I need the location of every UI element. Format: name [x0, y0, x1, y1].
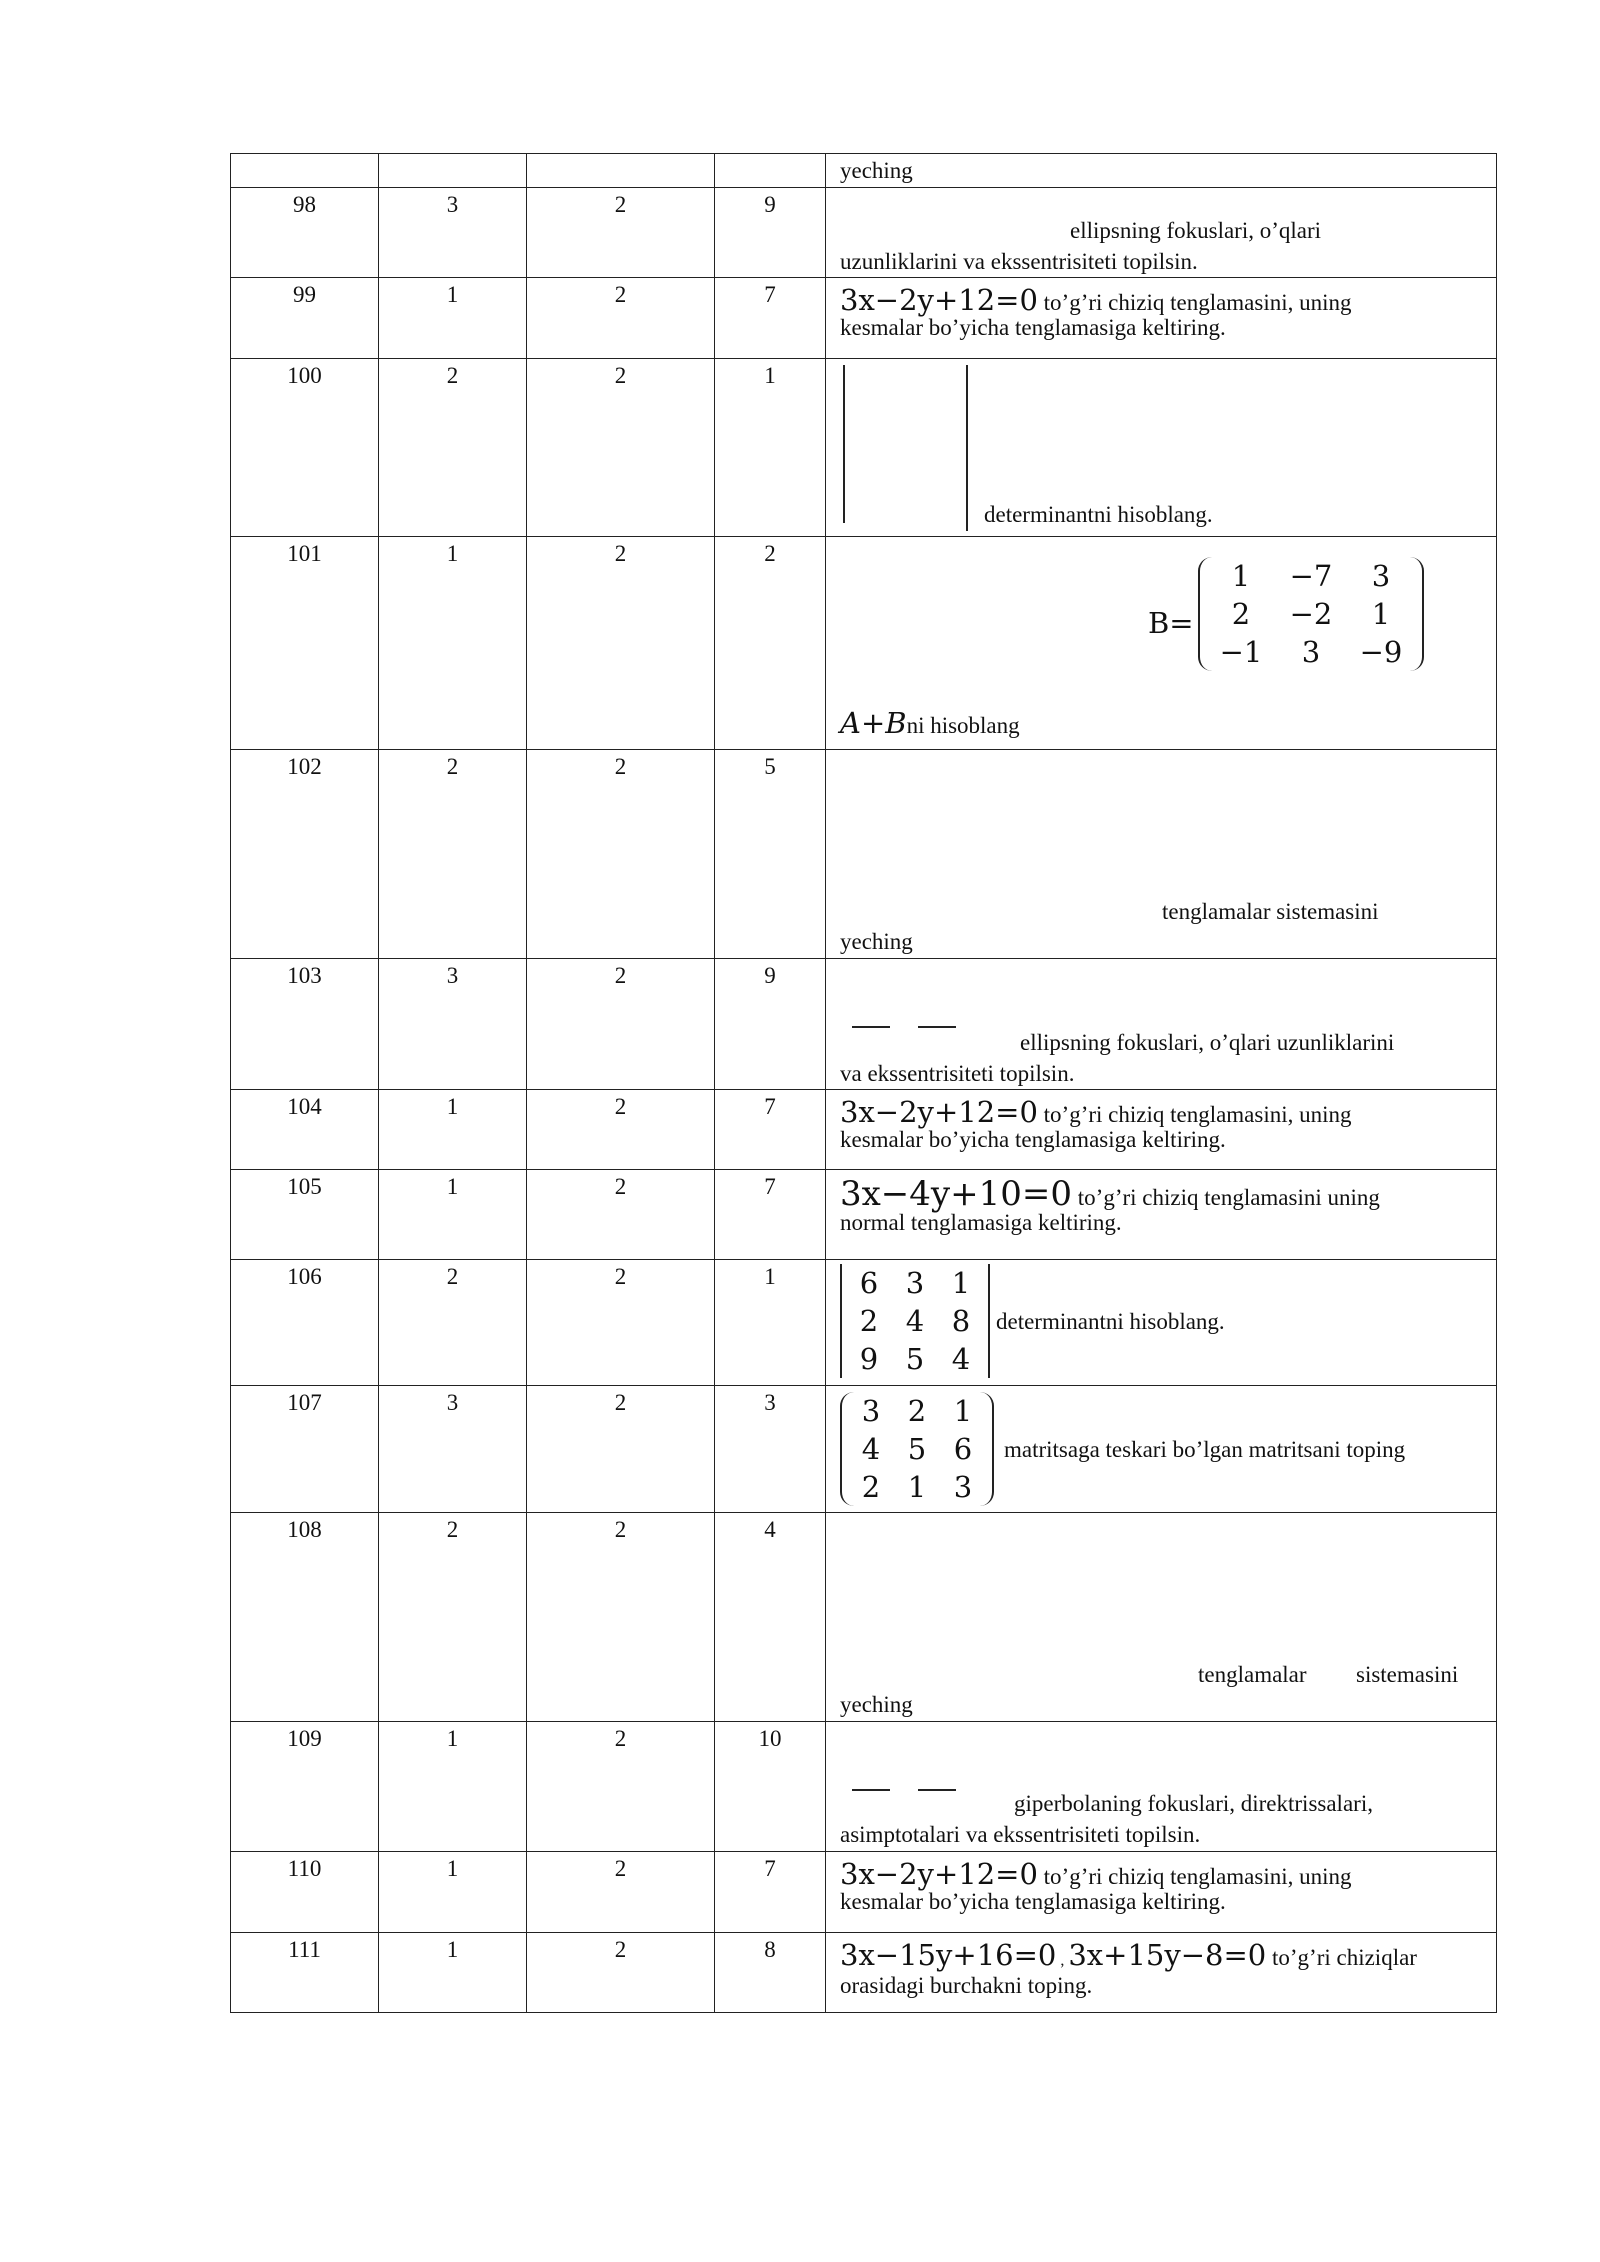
- equation: 3x−15y+16=0: [840, 1938, 1057, 1972]
- cell-c: 5: [715, 750, 826, 959]
- cell-a: 2: [379, 359, 527, 537]
- cell-b: 2: [527, 537, 715, 750]
- task-text: uzunliklarini va ekssentrisiteti topilsin.: [840, 249, 1198, 274]
- task-text: determinantni hisoblang.: [996, 1308, 1225, 1334]
- cell-c: 1: [715, 359, 826, 537]
- matrix-label: B=: [1148, 606, 1194, 640]
- cell-a: 1: [379, 1090, 527, 1170]
- cell-b: 2: [527, 1852, 715, 1933]
- matrix-cell: 6: [953, 1432, 973, 1466]
- cell-number: 110: [231, 1852, 379, 1933]
- cell-b: [527, 154, 715, 188]
- cell-a: 2: [379, 1260, 527, 1386]
- cell-b: 2: [527, 1933, 715, 2013]
- matrix-cell: 2: [907, 1394, 927, 1428]
- cell-c: 1: [715, 1260, 826, 1386]
- cell-c: [715, 154, 826, 188]
- matrix-row: [1206, 633, 1416, 671]
- matrix-cell: 5: [907, 1432, 927, 1466]
- cell-b: 2: [527, 278, 715, 359]
- cell-a: [379, 154, 527, 188]
- matrix-b: [1198, 557, 1424, 671]
- equation: A+B: [840, 706, 907, 740]
- cell-number: 100: [231, 359, 379, 537]
- task-text: to’g’ri chiziq tenglamasini, uning: [1037, 1102, 1352, 1127]
- task-text: ellipsning fokuslari, o’qlari uzunliklarini: [1020, 1030, 1395, 1055]
- cell-number: 99: [231, 278, 379, 359]
- matrix-cell: 1: [907, 1470, 927, 1504]
- cell-a: 3: [379, 188, 527, 278]
- matrix-cell: 4: [905, 1304, 925, 1338]
- cell-number: 107: [231, 1386, 379, 1513]
- cell-c: 8: [715, 1933, 826, 2013]
- equation: 3x−2y+12=0: [840, 283, 1038, 317]
- task-text: to’g’ri chiziqlar: [1266, 1945, 1417, 1970]
- task-text: ellipsning fokuslari, o’qlari: [1070, 218, 1322, 243]
- matrix-row: [848, 1392, 986, 1430]
- cell-task: [826, 188, 1497, 278]
- task-text: to’g’ri chiziq tenglamasini, uning: [1037, 1864, 1352, 1889]
- matrix-cell: 1: [951, 1266, 971, 1300]
- determinant-bar-left: [843, 365, 845, 523]
- equation: 3x−4y+10=0: [840, 1174, 1073, 1214]
- table-row: [231, 959, 1497, 1090]
- table-row: [231, 750, 1497, 959]
- matrix-cell: 2: [861, 1470, 881, 1504]
- task-text: orasidagi burchakni toping.: [840, 1973, 1093, 1998]
- cell-b: 2: [527, 1170, 715, 1260]
- cell-a: 1: [379, 537, 527, 750]
- matrix-cell: 3: [953, 1470, 973, 1504]
- cell-task: [826, 537, 1497, 750]
- cell-c: 2: [715, 537, 826, 750]
- determinant-bar-right: [966, 365, 968, 531]
- cell-c: 7: [715, 1170, 826, 1260]
- cell-a: 1: [379, 1170, 527, 1260]
- matrix-cell: 2: [1231, 597, 1251, 631]
- matrix-row: [846, 1340, 984, 1378]
- cell-c: 9: [715, 188, 826, 278]
- cell-number: 109: [231, 1722, 379, 1852]
- cell-b: 2: [527, 188, 715, 278]
- task-text: tenglamalar: [1198, 1662, 1307, 1687]
- cell-number: [231, 154, 379, 188]
- task-table: [230, 153, 1497, 2013]
- cell-a: 2: [379, 750, 527, 959]
- table-row: [231, 154, 1497, 188]
- matrix-cell: 3: [1301, 635, 1321, 669]
- matrix-cell: 9: [859, 1342, 879, 1376]
- table-row: [231, 359, 1497, 537]
- matrix-row: [848, 1468, 986, 1506]
- matrix-cell: −9: [1359, 635, 1403, 669]
- cell-c: 9: [715, 959, 826, 1090]
- matrix-cell: 3: [861, 1394, 881, 1428]
- cell-a: 1: [379, 1722, 527, 1852]
- cell-number: 103: [231, 959, 379, 1090]
- matrix-cell: 6: [859, 1266, 879, 1300]
- task-text: yeching: [840, 929, 913, 954]
- equation: 3x−2y+12=0: [840, 1857, 1038, 1891]
- determinant: [840, 1264, 990, 1378]
- fraction-bar: [852, 1789, 890, 1791]
- matrix-cell: −2: [1289, 597, 1333, 631]
- cell-task: [826, 1933, 1497, 2013]
- cell-number: 106: [231, 1260, 379, 1386]
- equation: 3x+15y−8=0: [1068, 1938, 1267, 1972]
- fraction-bar: [918, 1789, 956, 1791]
- cell-task: [826, 278, 1497, 359]
- equation: 3x−2y+12=0: [840, 1095, 1038, 1129]
- task-text: sistemasini: [1356, 1662, 1459, 1687]
- cell-a: 1: [379, 1933, 527, 2013]
- task-text: kesmalar bo’yicha tenglamasiga keltiring.: [840, 1889, 1226, 1914]
- task-text: giperbolaning fokuslari, direktrissalari,: [1014, 1791, 1373, 1816]
- cell-a: 2: [379, 1513, 527, 1722]
- task-text: ni hisoblang: [906, 713, 1020, 738]
- cell-number: 108: [231, 1513, 379, 1722]
- task-text: kesmalar bo’yicha tenglamasiga keltiring.: [840, 1127, 1226, 1152]
- cell-c: 7: [715, 278, 826, 359]
- table-row: [231, 1090, 1497, 1170]
- matrix-row: [846, 1264, 984, 1302]
- table-row: [231, 1260, 1497, 1386]
- matrix-cell: 4: [951, 1342, 971, 1376]
- task-text: tenglamalar sistemasini: [1162, 899, 1379, 924]
- matrix-cell: 3: [1371, 559, 1391, 593]
- matrix-row: [846, 1302, 984, 1340]
- cell-b: 2: [527, 959, 715, 1090]
- cell-number: 98: [231, 188, 379, 278]
- table-row: [231, 1722, 1497, 1852]
- cell-task: [826, 1170, 1497, 1260]
- matrix-cell: 1: [1371, 597, 1391, 631]
- cell-c: 10: [715, 1722, 826, 1852]
- table-row: [231, 537, 1497, 750]
- table-row: [231, 1513, 1497, 1722]
- cell-task: [826, 1090, 1497, 1170]
- fraction-bar: [852, 1026, 890, 1028]
- table-row: [231, 1170, 1497, 1260]
- table-row: [231, 278, 1497, 359]
- table-row: [231, 1386, 1497, 1513]
- cell-task: [826, 1513, 1497, 1722]
- matrix-cell: −7: [1289, 559, 1333, 593]
- task-text: normal tenglamasiga keltiring.: [840, 1210, 1122, 1235]
- cell-b: 2: [527, 1722, 715, 1852]
- matrix-cell: 3: [905, 1266, 925, 1300]
- matrix-row: [1206, 557, 1416, 595]
- matrix-row: [848, 1430, 986, 1468]
- cell-task: [826, 1260, 1497, 1386]
- cell-c: 4: [715, 1513, 826, 1722]
- cell-task: [826, 1386, 1497, 1513]
- cell-a: 1: [379, 278, 527, 359]
- task-text: determinantni hisoblang.: [984, 502, 1213, 527]
- matrix-cell: 4: [861, 1432, 881, 1466]
- table-row: [231, 1933, 1497, 2013]
- table-row: [231, 1852, 1497, 1933]
- cell-task: [826, 959, 1497, 1090]
- matrix: [840, 1392, 994, 1506]
- fraction-bar: [918, 1026, 956, 1028]
- cell-a: 3: [379, 1386, 527, 1513]
- task-text: va ekssentrisiteti topilsin.: [840, 1061, 1075, 1086]
- task-text: asimptotalari va ekssentrisiteti topilsin.: [840, 1822, 1201, 1847]
- task-text: yeching: [840, 158, 913, 183]
- cell-task: [826, 1722, 1497, 1852]
- matrix-cell: 2: [859, 1304, 879, 1338]
- task-text: kesmalar bo’yicha tenglamasiga keltiring.: [840, 315, 1226, 340]
- cell-task: [826, 154, 1497, 188]
- separator: ,: [1056, 1952, 1069, 1969]
- cell-task: [826, 359, 1497, 537]
- task-text: to’g’ri chiziq tenglamasini, uning: [1037, 290, 1352, 315]
- task-text: yeching: [840, 1692, 913, 1717]
- cell-number: 111: [231, 1933, 379, 2013]
- cell-task: [826, 1852, 1497, 1933]
- cell-b: 2: [527, 1260, 715, 1386]
- cell-a: 3: [379, 959, 527, 1090]
- matrix-cell: 8: [951, 1304, 971, 1338]
- cell-b: 2: [527, 750, 715, 959]
- cell-b: 2: [527, 1513, 715, 1722]
- matrix-cell: 5: [905, 1342, 925, 1376]
- cell-c: 3: [715, 1386, 826, 1513]
- cell-number: 101: [231, 537, 379, 750]
- matrix-row: [1206, 595, 1416, 633]
- cell-task: [826, 750, 1497, 959]
- cell-a: 1: [379, 1852, 527, 1933]
- cell-c: 7: [715, 1090, 826, 1170]
- task-text: to’g’ri chiziq tenglamasini uning: [1072, 1185, 1380, 1210]
- matrix-cell: 1: [953, 1394, 973, 1428]
- table-row: [231, 188, 1497, 278]
- matrix-cell: 1: [1231, 559, 1251, 593]
- cell-number: 104: [231, 1090, 379, 1170]
- task-text: matritsaga teskari bo’lgan matritsani toping: [1004, 1436, 1406, 1462]
- cell-b: 2: [527, 1386, 715, 1513]
- cell-b: 2: [527, 359, 715, 537]
- cell-number: 102: [231, 750, 379, 959]
- cell-b: 2: [527, 1090, 715, 1170]
- cell-c: 7: [715, 1852, 826, 1933]
- matrix-cell: −1: [1219, 635, 1263, 669]
- cell-number: 105: [231, 1170, 379, 1260]
